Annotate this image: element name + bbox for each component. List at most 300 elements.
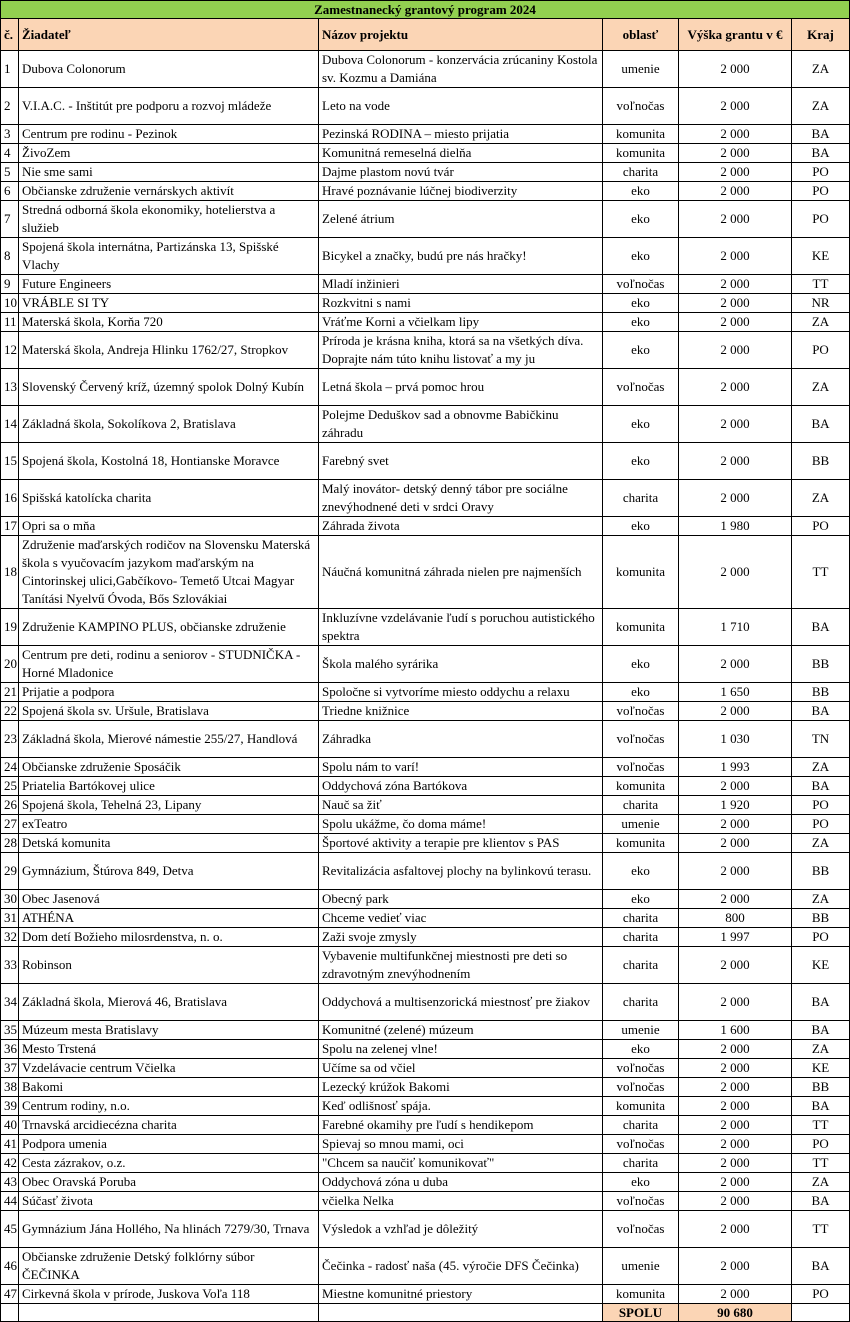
cell-amount: 2 000	[679, 1135, 792, 1154]
cell-num: 30	[1, 890, 19, 909]
cell-area: umenie	[603, 1248, 679, 1285]
cell-area: umenie	[603, 51, 679, 88]
table-row	[1, 758, 850, 777]
header-amount: Výška grantu v €	[679, 19, 792, 51]
cell-area: eko	[603, 443, 679, 480]
table-row	[1, 609, 850, 646]
table-row	[1, 1154, 850, 1173]
cell-area: voľnočas	[603, 1192, 679, 1211]
cell-amount: 2 000	[679, 1040, 792, 1059]
cell-area: eko	[603, 683, 679, 702]
cell-num: 1	[1, 51, 19, 88]
cell-project: Škola malého syrárika	[319, 646, 603, 683]
cell-region: ZA	[792, 890, 850, 909]
cell-amount: 2 000	[679, 313, 792, 332]
table-row	[1, 683, 850, 702]
cell-area: umenie	[603, 815, 679, 834]
cell-region: PO	[792, 201, 850, 238]
cell-project: Farebné okamihy pre ľudí s hendikepom	[319, 1116, 603, 1135]
cell-project: Pezinská RODINA – miesto prijatia	[319, 125, 603, 144]
cell-amount: 1 030	[679, 721, 792, 758]
cell-applicant: Základná škola, Sokolíkova 2, Bratislava	[19, 406, 319, 443]
cell-num: 14	[1, 406, 19, 443]
cell-num: 34	[1, 984, 19, 1021]
cell-applicant: Dubova Colonorum	[19, 51, 319, 88]
cell-applicant: Združenie maďarských rodičov na Slovensku Materská škola s vyučovacím jazykom maďarským na Cintorinskej ulici,Gabčíkovo- Temető Utcai Magyar Tanítási Nyelvű Óvoda, Bős Szlovákiai	[19, 536, 319, 609]
header-project: Názov projektu	[319, 19, 603, 51]
header-row	[1, 19, 850, 51]
cell-num: 40	[1, 1116, 19, 1135]
cell-project: Spolu ukážme, čo doma máme!	[319, 815, 603, 834]
table-row	[1, 853, 850, 890]
table-row	[1, 536, 850, 609]
cell-amount: 2 000	[679, 443, 792, 480]
cell-project: Revitalizácia asfaltovej plochy na bylinkovú terasu.	[319, 853, 603, 890]
cell-applicant: Stredná odborná škola ekonomiky, hotelierstva a služieb	[19, 201, 319, 238]
cell-area: voľnočas	[603, 88, 679, 125]
cell-region: PO	[792, 815, 850, 834]
cell-project: Triedne knižnice	[319, 702, 603, 721]
cell-applicant: Občianske združenie vernárskych aktivít	[19, 182, 319, 201]
table-row	[1, 144, 850, 163]
cell-amount: 1 997	[679, 928, 792, 947]
cell-applicant: Základná škola, Mierová 46, Bratislava	[19, 984, 319, 1021]
cell-project: Zaži svoje zmysly	[319, 928, 603, 947]
cell-num: 42	[1, 1154, 19, 1173]
title-row	[1, 1, 850, 19]
cell-region: TT	[792, 275, 850, 294]
header-applicant: Žiadateľ	[19, 19, 319, 51]
cell-amount: 1 980	[679, 517, 792, 536]
cell-applicant: Združenie KAMPINO PLUS, občianske združenie	[19, 609, 319, 646]
total-blank-cell	[1, 1304, 19, 1322]
cell-applicant: Prijatie a podpora	[19, 683, 319, 702]
cell-area: komunita	[603, 144, 679, 163]
cell-amount: 2 000	[679, 646, 792, 683]
table-row	[1, 1021, 850, 1040]
cell-project: Dajme plastom novú tvár	[319, 163, 603, 182]
table-row	[1, 294, 850, 313]
cell-applicant: Centrum rodiny, n.o.	[19, 1097, 319, 1116]
cell-num: 39	[1, 1097, 19, 1116]
cell-area: eko	[603, 853, 679, 890]
cell-applicant: Cesta zázrakov, o.z.	[19, 1154, 319, 1173]
cell-project: Letná škola – prvá pomoc hrou	[319, 369, 603, 406]
cell-area: eko	[603, 238, 679, 275]
cell-region: BB	[792, 1078, 850, 1097]
cell-project: Lezecký krúžok Bakomi	[319, 1078, 603, 1097]
cell-project: Spievaj so mnou mami, oci	[319, 1135, 603, 1154]
table-row	[1, 182, 850, 201]
cell-num: 23	[1, 721, 19, 758]
cell-project: Dubova Colonorum - konzervácia zrúcaniny Kostola sv. Kozmu a Damiána	[319, 51, 603, 88]
table-row	[1, 928, 850, 947]
cell-project: Komunitná remeselná dielňa	[319, 144, 603, 163]
table-row	[1, 646, 850, 683]
cell-area: voľnočas	[603, 1211, 679, 1248]
cell-amount: 2 000	[679, 1097, 792, 1116]
cell-project: Farebný svet	[319, 443, 603, 480]
cell-project: Oddychová a multisenzorická miestnosť pre žiakov	[319, 984, 603, 1021]
cell-region: TT	[792, 1116, 850, 1135]
cell-area: voľnočas	[603, 702, 679, 721]
cell-num: 44	[1, 1192, 19, 1211]
cell-applicant: Trnavská arcidiecézna charita	[19, 1116, 319, 1135]
cell-area: eko	[603, 313, 679, 332]
cell-region: BA	[792, 702, 850, 721]
cell-region: TT	[792, 536, 850, 609]
cell-num: 4	[1, 144, 19, 163]
cell-region: ZA	[792, 313, 850, 332]
cell-project: včielka Nelka	[319, 1192, 603, 1211]
table-row	[1, 1116, 850, 1135]
cell-region: KE	[792, 238, 850, 275]
cell-region: KE	[792, 1059, 850, 1078]
cell-applicant: Materská škola, Andreja Hlinku 1762/27, Stropkov	[19, 332, 319, 369]
cell-applicant: ŽivoZem	[19, 144, 319, 163]
cell-num: 26	[1, 796, 19, 815]
cell-applicant: Občianske združenie Sposáčik	[19, 758, 319, 777]
cell-area: charita	[603, 1154, 679, 1173]
cell-amount: 2 000	[679, 1116, 792, 1135]
cell-amount: 2 000	[679, 1285, 792, 1304]
cell-region: ZA	[792, 51, 850, 88]
cell-area: charita	[603, 163, 679, 182]
table-row	[1, 777, 850, 796]
table-row	[1, 984, 850, 1021]
table-row	[1, 88, 850, 125]
cell-region: ZA	[792, 88, 850, 125]
cell-project: Čečinka - radosť naša (45. výročie DFS Čečinka)	[319, 1248, 603, 1285]
cell-area: voľnočas	[603, 721, 679, 758]
cell-region: ZA	[792, 834, 850, 853]
cell-applicant: Dom detí Božieho milosrdenstva, n. o.	[19, 928, 319, 947]
cell-applicant: Občianske združenie Detský folklórny súbor ČEČINKA	[19, 1248, 319, 1285]
cell-region: BB	[792, 853, 850, 890]
header-region: Kraj	[792, 19, 850, 51]
cell-area: voľnočas	[603, 1135, 679, 1154]
cell-area: charita	[603, 928, 679, 947]
cell-amount: 2 000	[679, 536, 792, 609]
cell-region: BA	[792, 984, 850, 1021]
table-row	[1, 275, 850, 294]
cell-region: ZA	[792, 1040, 850, 1059]
cell-amount: 2 000	[679, 406, 792, 443]
cell-num: 24	[1, 758, 19, 777]
cell-project: Oddychová zóna u duba	[319, 1173, 603, 1192]
cell-region: PO	[792, 517, 850, 536]
cell-area: eko	[603, 517, 679, 536]
cell-area: komunita	[603, 834, 679, 853]
cell-amount: 2 000	[679, 815, 792, 834]
cell-region: ZA	[792, 1173, 850, 1192]
total-blank-cell	[319, 1304, 603, 1322]
cell-project: Športové aktivity a terapie pre klientov s PAS	[319, 834, 603, 853]
cell-num: 10	[1, 294, 19, 313]
cell-num: 31	[1, 909, 19, 928]
cell-project: Náučná komunitná záhrada nielen pre najmenších	[319, 536, 603, 609]
cell-area: eko	[603, 646, 679, 683]
cell-applicant: Múzeum mesta Bratislavy	[19, 1021, 319, 1040]
cell-area: charita	[603, 909, 679, 928]
cell-region: BA	[792, 1021, 850, 1040]
table-row	[1, 406, 850, 443]
cell-applicant: Spojená škola, Tehelná 23, Lipany	[19, 796, 319, 815]
cell-num: 6	[1, 182, 19, 201]
cell-project: Inkluzívne vzdelávanie ľudí s poruchou autistického spektra	[319, 609, 603, 646]
cell-project: Miestne komunitné priestory	[319, 1285, 603, 1304]
cell-region: BB	[792, 909, 850, 928]
cell-amount: 2 000	[679, 1211, 792, 1248]
cell-area: charita	[603, 796, 679, 815]
cell-amount: 2 000	[679, 777, 792, 796]
cell-region: BB	[792, 443, 850, 480]
cell-num: 19	[1, 609, 19, 646]
total-blank-cell	[792, 1304, 850, 1322]
cell-applicant: Nie sme sami	[19, 163, 319, 182]
cell-area: voľnočas	[603, 1059, 679, 1078]
cell-num: 38	[1, 1078, 19, 1097]
cell-region: BA	[792, 125, 850, 144]
cell-amount: 2 000	[679, 1154, 792, 1173]
table-row	[1, 1040, 850, 1059]
cell-project: Vráťme Korni a včielkam lipy	[319, 313, 603, 332]
cell-amount: 2 000	[679, 1059, 792, 1078]
cell-project: Záhrada života	[319, 517, 603, 536]
cell-applicant: Súčasť života	[19, 1192, 319, 1211]
table-row	[1, 1211, 850, 1248]
table-row	[1, 369, 850, 406]
cell-region: TT	[792, 1211, 850, 1248]
cell-num: 41	[1, 1135, 19, 1154]
table-row	[1, 163, 850, 182]
table-row	[1, 1059, 850, 1078]
cell-region: KE	[792, 947, 850, 984]
table-row	[1, 1173, 850, 1192]
cell-area: voľnočas	[603, 758, 679, 777]
cell-region: BA	[792, 609, 850, 646]
cell-project: Zelené átrium	[319, 201, 603, 238]
cell-region: BA	[792, 777, 850, 796]
cell-project: Leto na vode	[319, 88, 603, 125]
cell-num: 37	[1, 1059, 19, 1078]
cell-num: 33	[1, 947, 19, 984]
cell-amount: 2 000	[679, 294, 792, 313]
cell-region: NR	[792, 294, 850, 313]
cell-amount: 2 000	[679, 51, 792, 88]
cell-amount: 2 000	[679, 480, 792, 517]
cell-area: charita	[603, 947, 679, 984]
cell-num: 11	[1, 313, 19, 332]
cell-applicant: Spojená škola internátna, Partizánska 13, Spišské Vlachy	[19, 238, 319, 275]
cell-project: Učíme sa od včiel	[319, 1059, 603, 1078]
cell-region: BA	[792, 1248, 850, 1285]
total-blank-cell	[19, 1304, 319, 1322]
table-row	[1, 201, 850, 238]
cell-area: charita	[603, 480, 679, 517]
cell-applicant: Priatelia Bartókovej ulice	[19, 777, 319, 796]
cell-region: PO	[792, 1285, 850, 1304]
cell-amount: 2 000	[679, 984, 792, 1021]
cell-num: 16	[1, 480, 19, 517]
cell-region: PO	[792, 928, 850, 947]
cell-project: Obecný park	[319, 890, 603, 909]
cell-project: Spolu na zelenej vlne!	[319, 1040, 603, 1059]
cell-num: 2	[1, 88, 19, 125]
cell-applicant: Spojená škola sv. Uršule, Bratislava	[19, 702, 319, 721]
cell-region: TN	[792, 721, 850, 758]
cell-num: 9	[1, 275, 19, 294]
cell-applicant: Centrum pre rodinu - Pezinok	[19, 125, 319, 144]
cell-project: Mladí inžinieri	[319, 275, 603, 294]
cell-applicant: Future Engineers	[19, 275, 319, 294]
cell-area: eko	[603, 1173, 679, 1192]
cell-applicant: Opri sa o mňa	[19, 517, 319, 536]
cell-area: komunita	[603, 125, 679, 144]
cell-project: Spolu nám to varí!	[319, 758, 603, 777]
cell-num: 12	[1, 332, 19, 369]
header-area: oblasť	[603, 19, 679, 51]
cell-num: 27	[1, 815, 19, 834]
cell-num: 20	[1, 646, 19, 683]
table-row	[1, 815, 850, 834]
cell-num: 47	[1, 1285, 19, 1304]
cell-num: 15	[1, 443, 19, 480]
cell-num: 17	[1, 517, 19, 536]
cell-amount: 2 000	[679, 201, 792, 238]
cell-num: 25	[1, 777, 19, 796]
table-row	[1, 1135, 850, 1154]
cell-area: eko	[603, 890, 679, 909]
cell-amount: 2 000	[679, 853, 792, 890]
cell-region: PO	[792, 182, 850, 201]
cell-amount: 2 000	[679, 1192, 792, 1211]
cell-num: 32	[1, 928, 19, 947]
cell-area: charita	[603, 1116, 679, 1135]
cell-amount: 1 710	[679, 609, 792, 646]
cell-num: 7	[1, 201, 19, 238]
cell-area: eko	[603, 294, 679, 313]
cell-num: 43	[1, 1173, 19, 1192]
cell-applicant: Detská komunita	[19, 834, 319, 853]
cell-amount: 1 920	[679, 796, 792, 815]
cell-amount: 2 000	[679, 1078, 792, 1097]
cell-region: ZA	[792, 758, 850, 777]
cell-area: eko	[603, 406, 679, 443]
cell-area: eko	[603, 182, 679, 201]
cell-project: Komunitné (zelené) múzeum	[319, 1021, 603, 1040]
cell-amount: 2 000	[679, 275, 792, 294]
cell-amount: 1 650	[679, 683, 792, 702]
cell-area: komunita	[603, 1285, 679, 1304]
table-row	[1, 702, 850, 721]
cell-amount: 2 000	[679, 947, 792, 984]
cell-amount: 2 000	[679, 182, 792, 201]
cell-applicant: Slovenský Červený kríž, územný spolok Dolný Kubín	[19, 369, 319, 406]
cell-area: voľnočas	[603, 1078, 679, 1097]
cell-region: BA	[792, 1192, 850, 1211]
cell-applicant: Bakomi	[19, 1078, 319, 1097]
cell-project: Malý inovátor- detský denný tábor pre sociálne znevýhodnené deti v srdci Oravy	[319, 480, 603, 517]
cell-amount: 2 000	[679, 369, 792, 406]
cell-amount: 1 600	[679, 1021, 792, 1040]
table-row	[1, 480, 850, 517]
cell-area: voľnočas	[603, 369, 679, 406]
cell-num: 13	[1, 369, 19, 406]
total-label: SPOLU	[603, 1304, 679, 1322]
table-row	[1, 517, 850, 536]
table-row	[1, 796, 850, 815]
cell-applicant: Mesto Trstená	[19, 1040, 319, 1059]
cell-amount: 2 000	[679, 332, 792, 369]
cell-area: umenie	[603, 1021, 679, 1040]
cell-num: 18	[1, 536, 19, 609]
cell-region: BA	[792, 1097, 850, 1116]
cell-region: BB	[792, 683, 850, 702]
table-title: Zamestnanecký grantový program 2024	[1, 1, 850, 19]
cell-applicant: Spojená škola, Kostolná 18, Hontianske Moravce	[19, 443, 319, 480]
table-row	[1, 834, 850, 853]
cell-area: voľnočas	[603, 275, 679, 294]
table-row	[1, 721, 850, 758]
cell-region: PO	[792, 796, 850, 815]
cell-num: 46	[1, 1248, 19, 1285]
cell-area: eko	[603, 201, 679, 238]
cell-project: Bicykel a značky, budú pre nás hračky!	[319, 238, 603, 275]
cell-project: Vybavenie multifunkčnej miestnosti pre deti so zdravotným znevýhodnením	[319, 947, 603, 984]
total-row	[1, 1304, 850, 1322]
cell-area: komunita	[603, 1097, 679, 1116]
cell-num: 5	[1, 163, 19, 182]
table-row	[1, 125, 850, 144]
cell-amount: 2 000	[679, 1173, 792, 1192]
cell-region: BB	[792, 646, 850, 683]
cell-region: ZA	[792, 369, 850, 406]
table-row	[1, 51, 850, 88]
cell-project: Oddychová zóna Bartókova	[319, 777, 603, 796]
cell-project: Spoločne si vytvoríme miesto oddychu a relaxu	[319, 683, 603, 702]
cell-amount: 2 000	[679, 163, 792, 182]
cell-amount: 800	[679, 909, 792, 928]
cell-project: "Chcem sa naučiť komunikovať"	[319, 1154, 603, 1173]
cell-num: 8	[1, 238, 19, 275]
cell-applicant: Spišská katolícka charita	[19, 480, 319, 517]
cell-num: 45	[1, 1211, 19, 1248]
cell-applicant: Základná škola, Mierové námestie 255/27, Handlová	[19, 721, 319, 758]
cell-num: 35	[1, 1021, 19, 1040]
cell-project: Keď odlišnosť spája.	[319, 1097, 603, 1116]
cell-amount: 2 000	[679, 88, 792, 125]
cell-num: 28	[1, 834, 19, 853]
table-row	[1, 443, 850, 480]
table-row	[1, 238, 850, 275]
table-row	[1, 909, 850, 928]
cell-applicant: Gymnázium Jána Hollého, Na hlinách 7279/30, Trnava	[19, 1211, 319, 1248]
cell-applicant: Centrum pre deti, rodinu a seniorov - STUDNIČKA - Horné Mladonice	[19, 646, 319, 683]
cell-applicant: Podpora umenia	[19, 1135, 319, 1154]
table-row	[1, 890, 850, 909]
cell-region: ZA	[792, 480, 850, 517]
table-row	[1, 1078, 850, 1097]
cell-area: eko	[603, 1040, 679, 1059]
cell-num: 29	[1, 853, 19, 890]
table-body	[1, 51, 850, 1304]
cell-region: PO	[792, 1135, 850, 1154]
cell-area: komunita	[603, 609, 679, 646]
cell-applicant: Vzdelávacie centrum Včielka	[19, 1059, 319, 1078]
table-row	[1, 1192, 850, 1211]
cell-applicant: Obec Jasenová	[19, 890, 319, 909]
